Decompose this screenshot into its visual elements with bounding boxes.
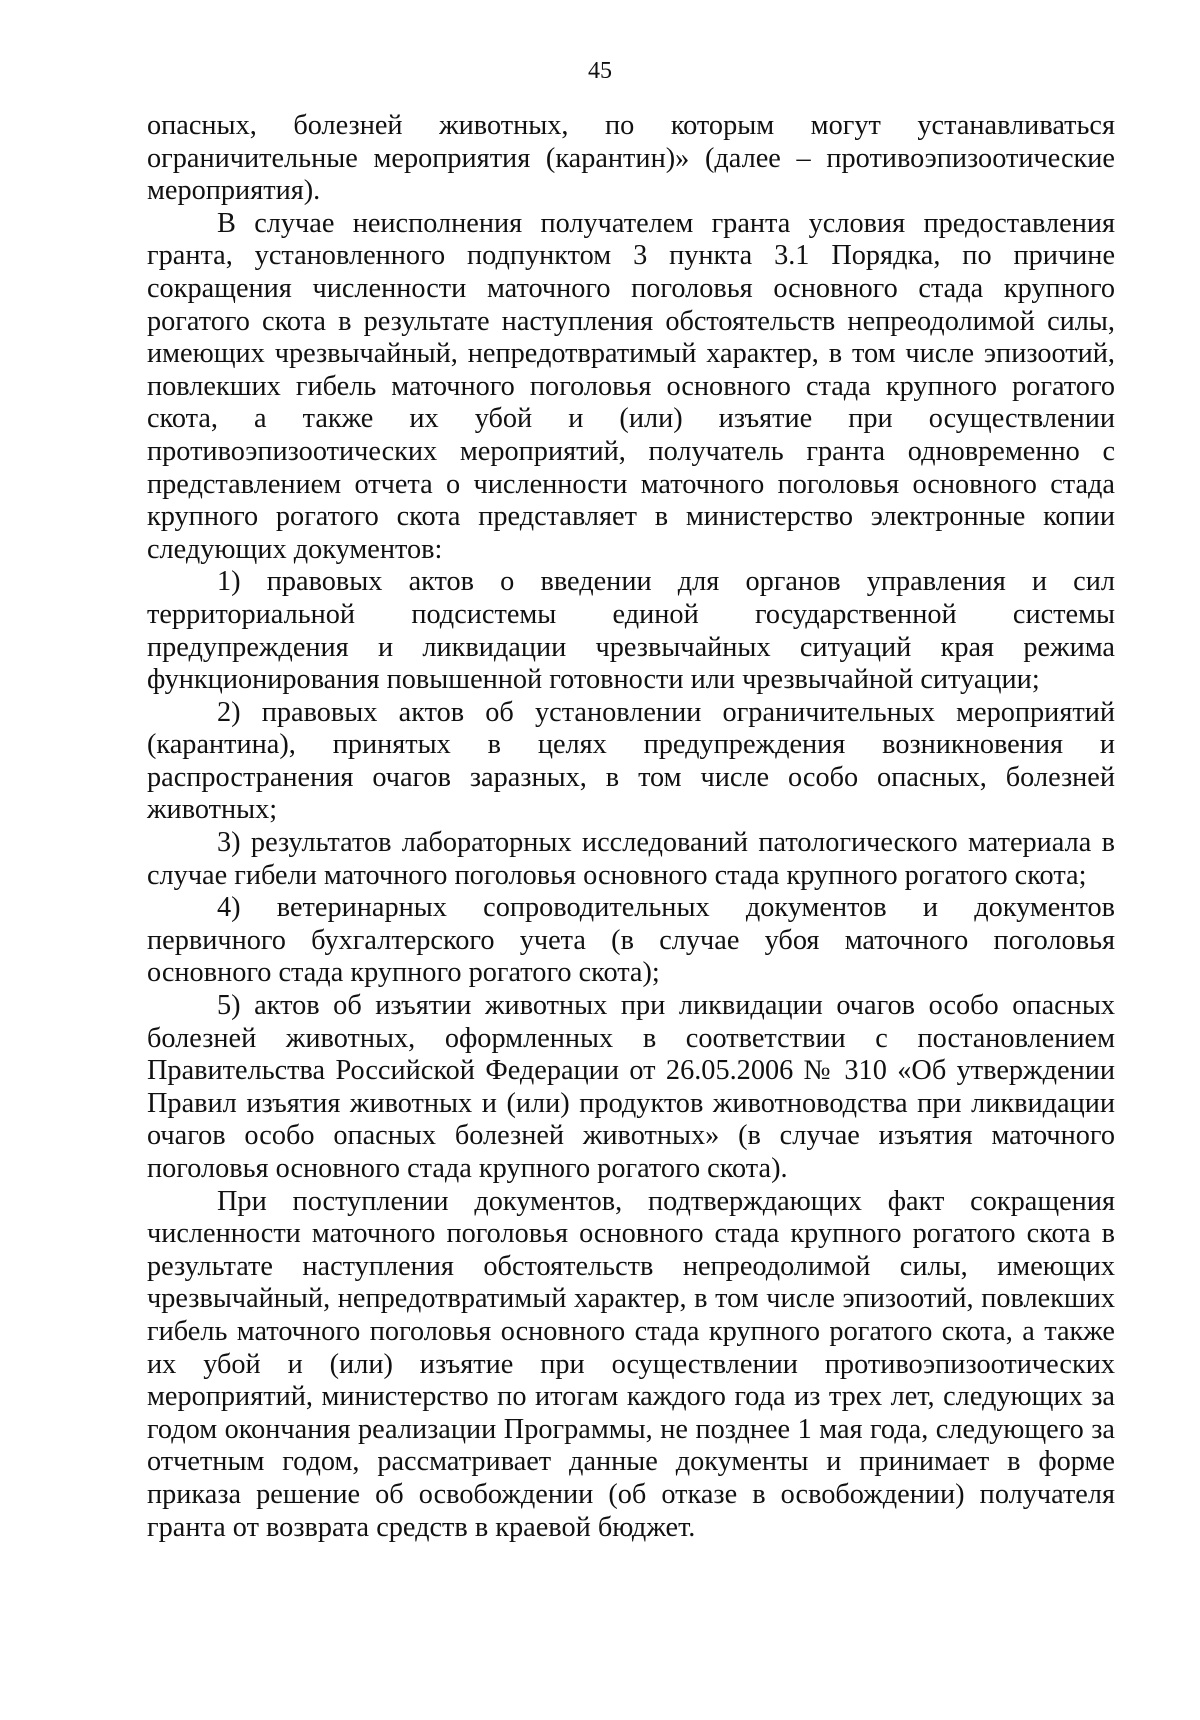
paragraph-decision: При поступлении документов, подтверждающих факт сокращения численности маточного поголовья основного стада крупного рогатого скота в результате наступления обстоятельств непреодолимой силы, имеющих чрезвычайный, непредотвратимый характер, в том числе эпизоотий, повлекших гибель маточного поголовья основного стада крупного рогатого скота, а также их убой и (или) изъятие при осуществлении противоэпизоотических мероприятий, министерство по итогам каждого года из трех лет, следующих за годом окончания реализации Программы, не позднее 1 мая года, следующего за отчетным годом, рассматривает данные документы и принимает в форме приказа решение об освобождении (об отказе в освобождении) получателя гранта от возврата средств в краевой бюджет.: [147, 1185, 1115, 1543]
list-item-1: 1) правовых актов о введении для органов управления и сил территориальной подсистемы единой государственной системы предупреждения и ликвидации чрезвычайных ситуаций края режима функционирования повышенной готовности или чрезвычайной ситуации;: [147, 566, 1115, 696]
list-item-4: 4) ветеринарных сопроводительных документов и документов первичного бухгалтерского учета (в случае убоя маточного поголовья основного стада крупного рогатого скота);: [147, 892, 1115, 989]
document-body: [147, 110, 1115, 1544]
list-item-3: 3) результатов лабораторных исследований патологического материала в случае гибели маточного поголовья основного стада крупного рогатого скота;: [147, 827, 1115, 891]
paragraph-grant-condition: В случае неисполнения получателем гранта условия предоставления гранта, установленного подпунктом 3 пункта 3.1 Порядка, по причине сокращения численности маточного поголовья основного стада крупного рогатого скота в результате наступления обстоятельств непреодолимой силы, имеющих чрезвычайный, непредотвратимый характер, в том числе эпизоотий, повлекших гибель маточного поголовья основного стада крупного рогатого скота, а также их убой и (или) изъятие при осуществлении противоэпизоотических мероприятий, получатель гранта одновременно с представлением отчета о численности маточного поголовья основного стада крупного рогатого скота представляет в министерство электронные копии следующих документов:: [147, 207, 1115, 565]
list-item-2: 2) правовых актов об установлении ограничительных мероприятий (карантина), принятых в целях предупреждения возникновения и распространения очагов заразных, в том числе особо опасных, болезней животных;: [147, 696, 1115, 826]
page-number: 45: [588, 58, 612, 84]
paragraph-continuation: опасных, болезней животных, по которым могут устанавливаться ограничительные мероприятия (карантин)» (далее – противоэпизоотические мероприятия).: [147, 110, 1115, 207]
list-item-5: 5) актов об изъятии животных при ликвидации очагов особо опасных болезней животных, оформленных в соответствии с постановлением Правительства Российской Федерации от 26.05.2006 № 310 «Об утверждении Правил изъятия животных и (или) продуктов животноводства при ликвидации очагов особо опасных болезней животных» (в случае изъятия маточного поголовья основного стада крупного рогатого скота).: [147, 990, 1115, 1184]
